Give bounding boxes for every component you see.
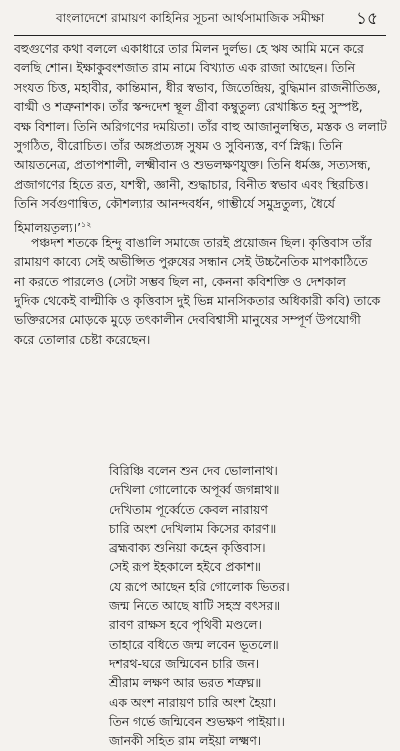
- verse-line: বিরিঞ্চি বলেন শুন দেব ভোলানাথ।: [109, 464, 278, 478]
- text-line: না করতে পারলেও (সেটা সম্ভব ছিল না, কেননা কবিশক্তি ও দেশকাল: [14, 274, 346, 289]
- verse-line: এক অংশ নারায়ণ চারি অংশ হৈয়া।: [109, 695, 276, 710]
- text-line: রামায়ণ কাব্যে সেই অভীপ্সিত পুরুষের সন্ধান সেই উচ্চনৈতিক মাপকাঠিতে: [14, 255, 368, 270]
- header-rule: [14, 35, 386, 36]
- text-line: বক্ষ বিশাল। তিনি অরিগণের দময়িতা। তাঁর বাহু আজানুলম্বিত, মস্তক ও ললাট: [14, 119, 387, 134]
- verse-line: দেখিতাম পূর্ব্বেতে কেবল নারায়ণ: [109, 502, 268, 517]
- text-line: সুগঠিত, বীরোচিত। তাঁর অঙ্গপ্রত্যঙ্গ সুষম ও সুবিন্যস্ত, বর্ণ স্নিগ্ধ। তিনি: [14, 138, 343, 153]
- paragraph-1: [14, 40, 388, 234]
- text-fragment: হিমালয়তুল্য।’: [14, 220, 82, 234]
- verse-block: [109, 462, 290, 751]
- page-body: [14, 40, 388, 350]
- verse-line: চারি অংশ দেখিলাম কিসের কারণ॥: [109, 521, 277, 536]
- text-line: বলছি শোন। ইক্ষাকুবংশজাত রাম নামে বিখ্যাত এক রাজা আছেন। তিনি: [14, 61, 356, 76]
- text-line: ভক্তিরসের মোড়কে মুড়ে তৎকালীন দেববিশ্বাসী মানুষের সম্পূর্ণ উপযোগী: [14, 313, 361, 328]
- verse-line: সেই রূপ ইহকালে হইবে প্রকাশ॥: [109, 560, 261, 575]
- page-header: [14, 4, 386, 36]
- verse-line: দশরথ-ঘরে জন্মিবেন চারি জন।: [109, 656, 260, 671]
- text-line: বহুগুণের কথা বললে একাধারে তার মিলন দুর্লভ। হে ঋষ আমি মনে করে: [14, 42, 364, 56]
- verse-line: যে রূপে আছেন হরি গোলোক ভিতর।: [109, 579, 290, 594]
- verse-line: জানকী সহিত রাম লইয়া লক্ষ্মণ।: [109, 734, 262, 749]
- text-line: প্রজাগণের হিতে রত, যশস্বী, জ্ঞানী, শুদ্ধাচার, বিনীত স্বভাব এবং স্থিরচিত্ত।: [14, 177, 369, 192]
- footnote-marker: ১২: [81, 219, 92, 229]
- verse-line: তাহারে বধিতে জন্ম লবেন ভূতলে॥: [109, 637, 279, 652]
- text-line-last: [14, 215, 388, 234]
- verse-line: জন্ম নিতে আছে ষাটি সহস্র বৎসর॥: [109, 599, 281, 614]
- text-line: করে তোলার চেষ্টা করেছেন।: [14, 332, 151, 347]
- text-line: পঞ্চদশ শতকে হিন্দু বাঙালি সমাজে তারই প্রয়োজন ছিল। কৃত্তিবাস তাঁর: [31, 235, 372, 250]
- verse-line: ব্রহ্মবাক্য শুনিয়া কহেন কৃত্তিবাস।: [109, 541, 266, 556]
- text-line: দুদিক থেকেই বাল্মীকি ও কৃত্তিবাস দুই ভিন্ন মানসিকতার অধিকারী কবি) তাকে: [14, 294, 381, 309]
- verse-line: তিন গর্ভে জন্মিবেন শুভক্ষণ পাইয়া।।: [109, 714, 285, 729]
- paragraph-2: [14, 234, 388, 350]
- page-number: ১৫: [355, 9, 378, 29]
- verse-line: দেখিলা গোলোকে অপূর্ব্ব জগন্নাথ॥: [109, 483, 280, 498]
- text-line: আয়তনেত্র, প্রতাপশালী, লক্ষ্মীবান ও শুভলক্ষণযুক্ত। তিনি ধর্মজ্ঞ, সত্যসন্ধ,: [14, 158, 371, 173]
- text-line: তিনি সর্বগুণান্বিত, কৌশল্যার আনন্দবর্ধন, গাম্ভীর্যে সমুদ্রতুল্য, ধৈর্যে: [14, 197, 335, 212]
- running-head: বাংলাদেশে রামায়ণ কাহিনির সূচনা আর্থসামাজিক সমীক্ষা: [56, 11, 325, 25]
- text-line: সংযত চিত্ত, মহাবীর, কান্তিমান, ধীর স্বভাব, জিতেন্দ্রিয়, বুদ্ধিমান রাজনীতিজ্ঞ,: [14, 80, 381, 95]
- verse-line: রাবণ রাক্ষস হবে পৃথিবী মণ্ডলে।: [109, 618, 262, 633]
- verse-line: শ্রীরাম লক্ষণ আর ভরত শত্রুঘ্ন॥: [109, 676, 262, 691]
- text-line: বাগ্মী ও শত্রুনাশক। তাঁর স্কন্দদেশ স্থূল গ্রীবা কম্বুতুল্য রেখাঙ্কিত হনু সুস্পষ্ট,: [14, 100, 363, 115]
